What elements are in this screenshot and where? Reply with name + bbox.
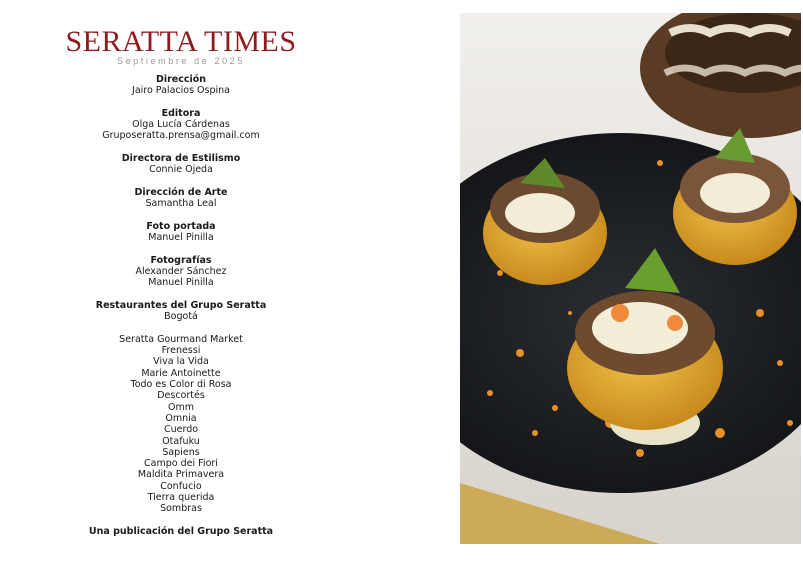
credit-block-foto-portada: [40, 221, 322, 244]
list-item: Todo es Color di Rosa: [130, 379, 232, 391]
list-item: Omm: [168, 401, 194, 413]
restaurant-list: [40, 334, 322, 515]
credit-block-restaurantes: [40, 300, 322, 323]
list-item: Cuerdo: [163, 424, 199, 436]
list-item: Seratta Gourmand Market: [119, 333, 243, 345]
credits-column: [40, 74, 322, 537]
list-item: Maldita Primavera: [137, 469, 225, 481]
credit-heading: Fotografías: [150, 254, 212, 266]
credit-line: Alexander Sánchez: [135, 266, 227, 278]
list-item: Sapiens: [162, 446, 200, 458]
credit-heading: Directora de Estilismo: [121, 153, 241, 165]
credit-line: Jairo Palacios Ospina: [132, 85, 230, 97]
publication-footer: Una publicación del Grupo Seratta: [88, 525, 274, 537]
credit-block-estilismo: [40, 153, 322, 176]
list-item: Descortés: [157, 390, 205, 402]
issue-date: Septiembre de 2025: [117, 56, 245, 66]
credits-page: [40, 0, 322, 581]
food-photo: [460, 13, 801, 544]
credit-line: Samantha Leal: [145, 198, 217, 210]
credit-line: Connie Ojeda: [149, 164, 213, 176]
credit-heading: Dirección de Arte: [134, 186, 228, 198]
credit-heading: Dirección: [155, 74, 207, 85]
masthead-title: SERATTA TIMES: [65, 25, 297, 58]
credit-email: Gruposeratta.prensa@gmail.com: [102, 130, 260, 142]
credit-line: Manuel Pinilla: [148, 277, 214, 289]
credit-block-fotografias: [40, 255, 322, 289]
credit-heading: Foto portada: [146, 220, 216, 232]
credit-block-editora: [40, 108, 322, 142]
list-item: Omnia: [165, 412, 197, 424]
list-item: Frenessi: [161, 345, 201, 357]
credit-line: Manuel Pinilla: [148, 232, 214, 244]
list-item: Sombras: [160, 503, 202, 515]
credit-line: Olga Lucía Cárdenas: [132, 119, 230, 131]
credit-line: Bogotá: [164, 311, 198, 323]
list-item: Otafuku: [162, 435, 200, 447]
list-item: Confucio: [160, 480, 202, 492]
list-item: Campo dei Fiori: [144, 458, 218, 470]
credit-block-direccion: [40, 74, 322, 97]
credit-heading: Editora: [161, 107, 201, 119]
list-item: Viva la Vida: [153, 356, 209, 368]
credit-block-arte: [40, 187, 322, 210]
credit-heading: Restaurantes del Grupo Seratta: [95, 299, 267, 311]
list-item: Marie Antoinette: [141, 367, 221, 379]
list-item: Tierra querida: [147, 491, 215, 503]
